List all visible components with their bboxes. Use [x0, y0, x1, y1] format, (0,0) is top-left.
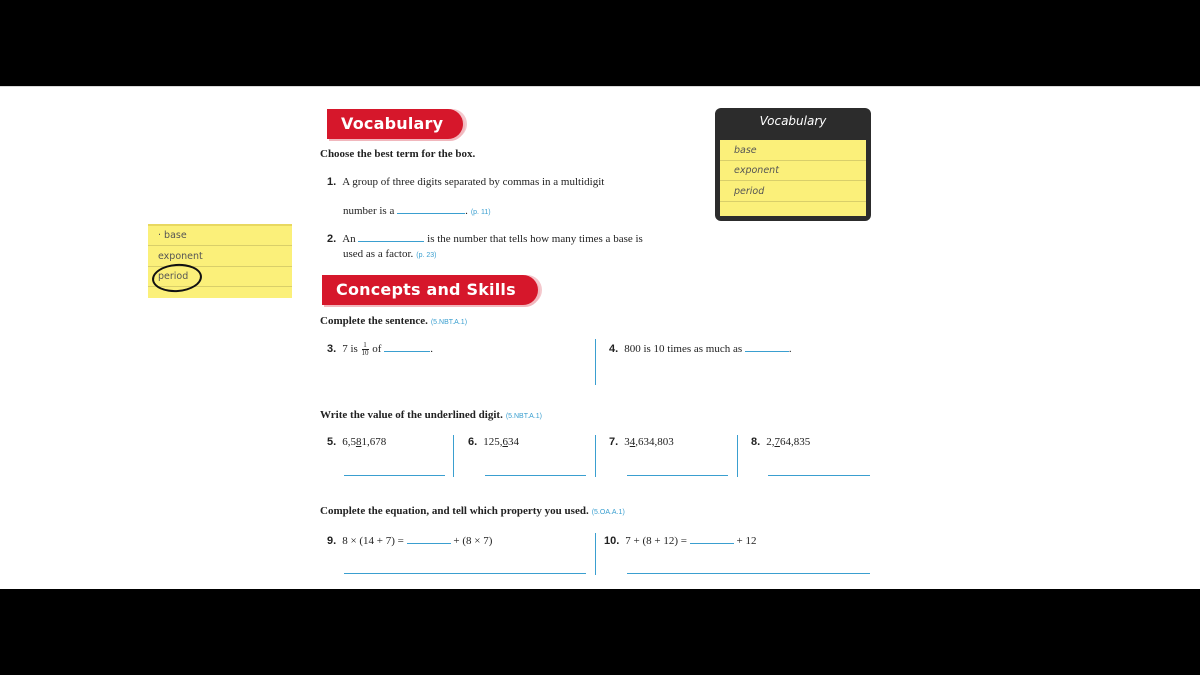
vocabulary-box [715, 108, 871, 221]
equation-instruction-row [320, 505, 625, 517]
vocab-divider [720, 180, 866, 181]
bottom-letterbox-bar [0, 589, 1200, 675]
sticky-divider [148, 245, 292, 246]
sticky-note [148, 224, 292, 298]
answer-line-9[interactable] [344, 573, 586, 574]
vocab-term-base: base [734, 145, 757, 156]
worksheet-page [0, 86, 1200, 589]
question-8: 8. 2,764,835 [751, 436, 811, 448]
vocab-term-period: period [734, 186, 765, 197]
question-1-line2-row: number is a . (p. 11) [343, 205, 491, 217]
answer-line-8[interactable] [768, 475, 870, 476]
question-1 [327, 176, 604, 188]
equation-ref: (5.OA.A.1) [591, 509, 625, 516]
column-divider [595, 435, 596, 477]
column-divider [595, 339, 596, 385]
question-9-blank[interactable] [407, 535, 451, 544]
top-letterbox-bar [0, 0, 1200, 86]
underlined-digit: 4 [629, 436, 636, 448]
question-2 [327, 233, 643, 245]
answer-line-10[interactable] [627, 573, 870, 574]
fraction-one-tenth: $\frac{1}{10}$ [361, 341, 369, 357]
vocabulary-box-terms [720, 140, 866, 216]
question-2-blank[interactable] [358, 233, 424, 242]
answer-line-6[interactable] [485, 475, 586, 476]
question-4-blank[interactable] [745, 343, 789, 352]
complete-instruction-row [320, 315, 467, 327]
sticky-term-exponent: exponent [158, 251, 203, 262]
vocab-divider [720, 201, 866, 202]
sticky-term-period: period [158, 271, 189, 282]
question-10: 10. 7 + (8 + 12) = + 12 [604, 535, 757, 547]
question-2-pre: An [342, 233, 356, 245]
question-2-ref: (p. 23) [416, 252, 437, 259]
answer-line-7[interactable] [627, 475, 728, 476]
column-divider [453, 435, 454, 477]
question-9: 9. 8 × (14 + 7) = + (8 × 7) [327, 535, 493, 547]
question-10-blank[interactable] [690, 535, 734, 544]
underline-ref: (5.NBT.A.1) [505, 413, 543, 420]
vocab-instruction: Choose the best term for the box. [320, 148, 476, 160]
complete-instruction: Complete the sentence. [320, 315, 428, 327]
question-4: 4. 800 is 10 times as much as . [609, 343, 792, 355]
vocab-term-exponent: exponent [734, 165, 779, 176]
question-3-pre: 7 is [342, 343, 358, 356]
question-1-number: 1. [327, 176, 337, 188]
question-1-line2: number is a [343, 205, 395, 217]
question-3-blank[interactable] [384, 343, 430, 352]
question-7: 7. 34,634,803 [609, 436, 674, 448]
underlined-digit: 7 [774, 436, 780, 448]
answer-line-5[interactable] [344, 475, 445, 476]
question-1-line1: A group of three digits separated by commas in a multidigit [342, 176, 605, 188]
question-2-post: is the number that tells how many times a base is [427, 233, 643, 245]
question-4-pre: 800 is 10 times as much as [624, 343, 743, 355]
question-1-blank[interactable] [397, 205, 465, 214]
complete-ref: (5.NBT.A.1) [430, 319, 468, 326]
concepts-banner: Concepts and Skills [322, 275, 538, 305]
vocab-divider [720, 160, 866, 161]
vocabulary-box-title: Vocabulary [759, 114, 827, 128]
column-divider [737, 435, 738, 477]
question-2-number: 2. [327, 233, 337, 245]
underlined-digit: 8 [355, 436, 362, 448]
question-2-line2-row [343, 248, 436, 260]
column-divider [595, 533, 596, 575]
hand-drawn-circle-mark [151, 262, 203, 293]
question-1-ref: (p. 11) [470, 209, 491, 216]
question-3: 3. 7 is $\frac{1}{10}$ of . [327, 341, 433, 357]
question-2-line2: used as a factor. [343, 248, 414, 260]
underline-instruction-row [320, 409, 542, 421]
equation-instruction: Complete the equation, and tell which property you used. [320, 505, 589, 517]
question-3-mid: of [372, 343, 382, 356]
question-5: 5. 6,581,678 [327, 436, 387, 448]
question-6: 6. 125,634 [468, 436, 519, 448]
vocabulary-banner: Vocabulary [327, 109, 463, 139]
question-4-number: 4. [609, 343, 619, 355]
underline-instruction: Write the value of the underlined digit. [320, 409, 503, 421]
sticky-term-base: · base [158, 230, 187, 241]
question-3-number: 3. [327, 343, 337, 356]
underlined-digit: 6 [502, 436, 508, 448]
